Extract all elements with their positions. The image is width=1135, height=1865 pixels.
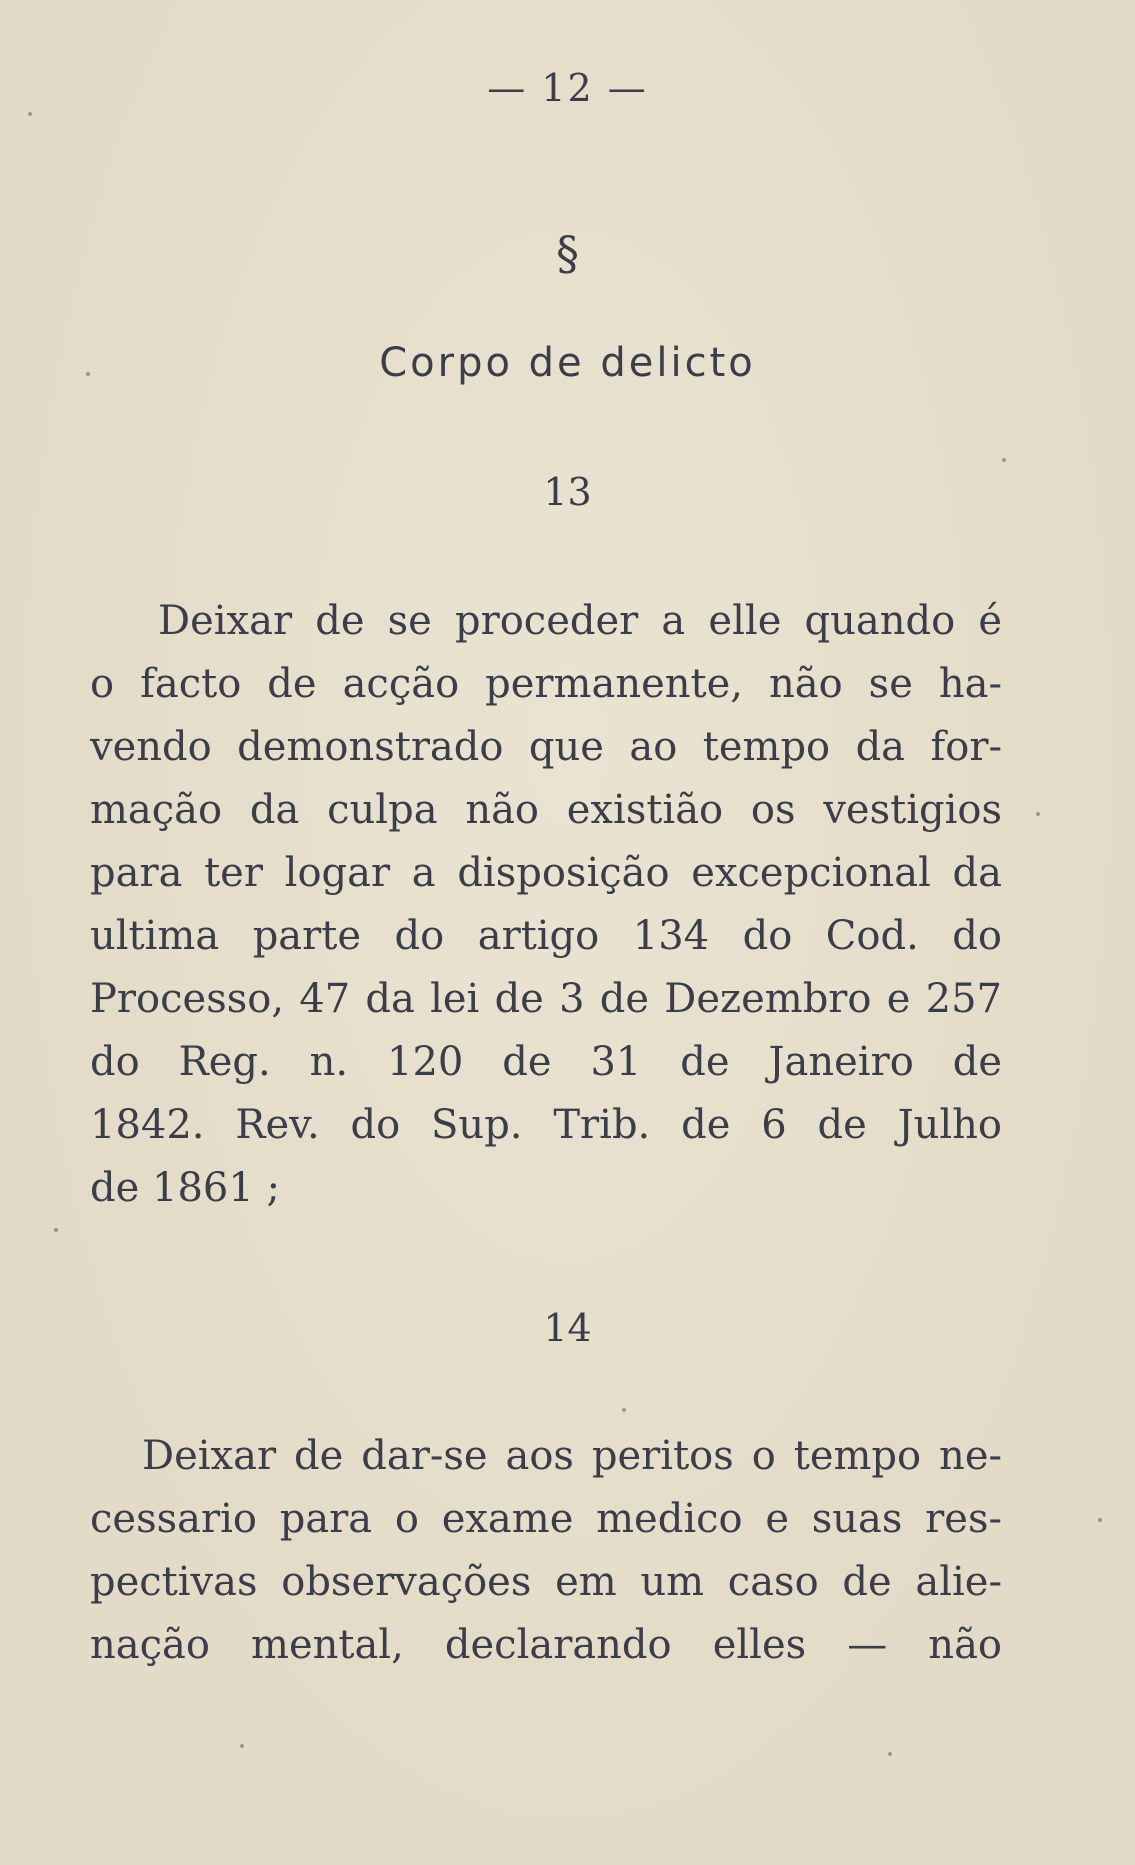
paper-speck [622,1408,626,1412]
text-line: 1842. Rev. do Sup. Trib. de 6 de Julho [90,1102,1002,1148]
paper-speck [888,1752,892,1756]
paper-speck [1002,458,1006,462]
item-number-14: 14 [543,1306,592,1350]
paper-speck [1098,1518,1102,1522]
paper-speck [54,1228,58,1232]
text-line: do Reg. n. 120 de 31 de Janeiro de [90,1039,1002,1085]
text-line: para ter logar a disposição excepcional da [90,850,1002,896]
text-line: Processo, 47 da lei de 3 de Dezembro e 257 [90,976,1002,1022]
page-number: — 12 — [487,66,648,110]
paper-speck [1036,812,1040,816]
text-line: ultima parte do artigo 134 do Cod. do [90,913,1002,959]
text-line: nação mental, declarando elles — não [90,1622,1002,1668]
text-line: vendo demonstrado que ao tempo da for- [90,724,1002,770]
item-number-13: 13 [543,470,592,514]
item-13-paragraph [90,590,1002,1220]
item-14-paragraph [90,1425,1002,1677]
paper-speck [86,372,90,376]
text-line: Deixar de se proceder a elle quando é [158,598,1002,644]
text-line: mação da culpa não existião os vestigios [90,787,1002,833]
paper-speck [28,112,32,116]
text-line: o facto de acção permanente, não se ha- [90,661,1002,707]
text-line: cessario para o exame medico e suas res- [90,1496,1002,1542]
paper-speck [240,1744,244,1748]
section-title: Corpo de delicto [379,340,756,386]
text-line: pectivas observações em um caso de alie- [90,1559,1002,1605]
text-line: Deixar de dar-se aos peritos o tempo ne- [142,1433,1002,1479]
text-line: de 1861 ; [90,1165,280,1211]
section-sign: § [556,226,579,280]
